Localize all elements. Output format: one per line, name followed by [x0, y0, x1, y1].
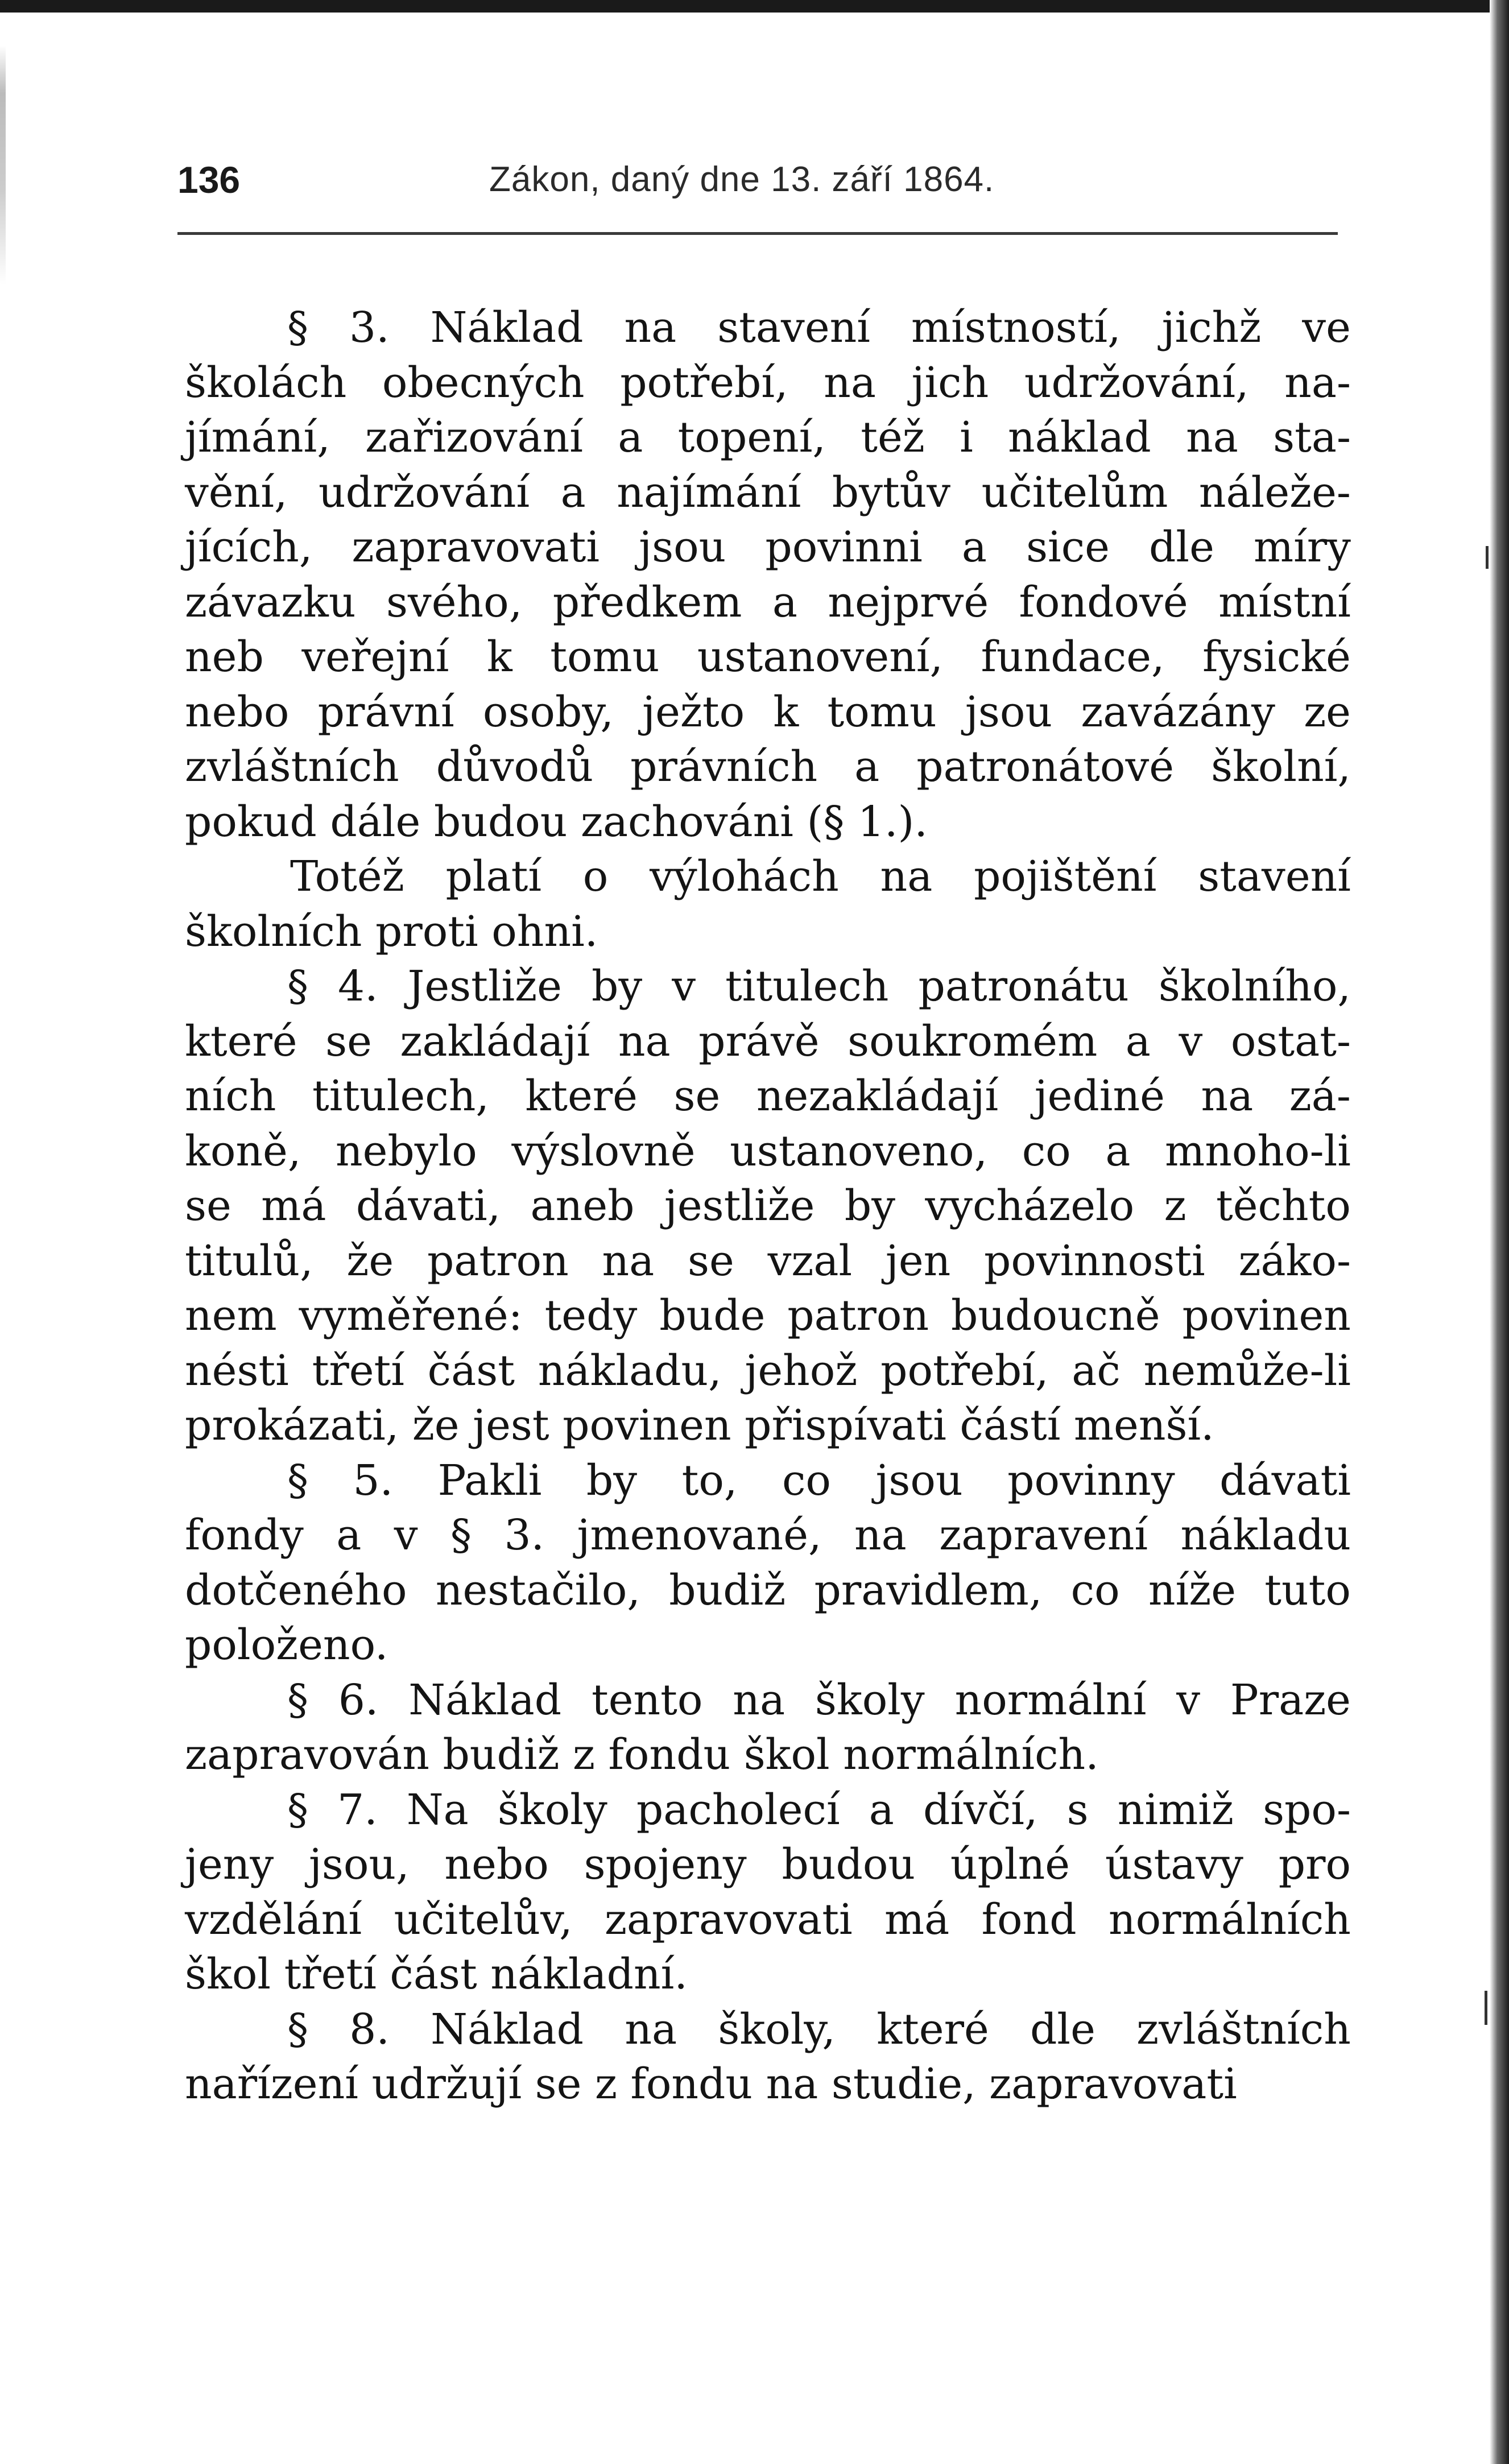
paragraph-p3b — [185, 849, 1351, 959]
margin-mark — [1486, 546, 1489, 569]
paragraph-p5 — [185, 1453, 1351, 1673]
text-line: nésti třetí část nákladu, jehož potřebí, ač nemůže-li — [185, 1346, 1351, 1395]
text-line: § 4. Jestliže by v titulech patronátu školního, — [287, 962, 1351, 1011]
text-line: jímání, zařizování a topení, též i náklad na sta- — [185, 413, 1351, 462]
text-line: Totéž platí o výlohách na pojištění stavení — [290, 852, 1351, 901]
text-line: ních titulech, které se nezakládají jediné na zá- — [185, 1072, 1351, 1121]
paragraph-p6 — [185, 1673, 1351, 1783]
scan-top-border — [0, 0, 1509, 13]
text-line: vzdělání učitelův, zapravovati má fond normálních — [185, 1895, 1351, 1944]
text-line: položeno. — [185, 1620, 388, 1669]
text-line: zapravován budiž z fondu škol normálních. — [185, 1730, 1099, 1779]
text-line: dotčeného nestačilo, budiž pravidlem, co níže tuto — [185, 1565, 1351, 1615]
text-line: koně, nebylo výslovně ustanoveno, co a mnoho-li — [185, 1126, 1351, 1176]
page-number: 136 — [177, 159, 241, 201]
margin-mark — [1485, 1991, 1487, 2025]
text-line: škol třetí část nákladní. — [185, 1950, 688, 1999]
header-rule — [177, 232, 1338, 235]
text-line: jeny jsou, nebo spojeny budou úplné ústavy pro — [185, 1840, 1351, 1889]
text-line: vění, udržování a najímání bytův učitelům náleže- — [185, 468, 1351, 517]
paragraph-p3 — [185, 300, 1351, 849]
paragraph-p8 — [185, 2002, 1351, 2112]
running-title: Zákon, daný dne 13. září 1864. — [489, 160, 995, 199]
text-line: zvláštních důvodů právních a patronátové školní, — [185, 742, 1351, 791]
page-header — [177, 158, 1338, 209]
text-line: § 5. Pakli by to, co jsou povinny dávati — [287, 1456, 1351, 1505]
text-line: nebo právní osoby, ježto k tomu jsou zavázány ze — [185, 687, 1351, 737]
text-line: titulů, že patron na se vzal jen povinnosti záko- — [185, 1236, 1351, 1285]
text-line: pokud dále budou zachováni (§ 1.). — [185, 797, 928, 846]
text-line: § 7. Na školy pacholecí a dívčí, s nimiž spo- — [287, 1785, 1351, 1834]
text-line: které se zakládají na právě soukromém a v ostat- — [185, 1016, 1351, 1066]
text-line: § 3. Náklad na stavení místností, jichž ve — [287, 303, 1351, 352]
text-line: školních proti ohni. — [185, 907, 598, 956]
paragraph-p7 — [185, 1783, 1351, 2002]
text-line: školách obecných potřebí, na jich udržování, na- — [185, 358, 1351, 407]
page-body — [185, 300, 1351, 2112]
text-line: jících, zapravovati jsou povinni a sice dle míry — [185, 523, 1351, 572]
text-line: neb veřejní k tomu ustanovení, fundace, fysické — [185, 632, 1351, 681]
text-line: prokázati, že jest povinen přispívati částí menší. — [185, 1401, 1214, 1450]
text-line: fondy a v § 3. jmenované, na zapravení nákladu — [185, 1511, 1351, 1560]
text-line: § 6. Náklad tento na školy normální v Praze — [287, 1675, 1351, 1725]
text-line: závazku svého, předkem a nejprvé fondové místní — [185, 577, 1351, 627]
text-line: nem vyměřené: tedy bude patron budoucně povinen — [185, 1291, 1351, 1340]
text-line: nařízení udržují se z fondu na studie, zapravovati — [185, 2060, 1237, 2109]
text-line: se má dávati, aneb jestliže by vycházelo z těchto — [185, 1181, 1351, 1230]
paragraph-p4 — [185, 959, 1351, 1453]
text-line: § 8. Náklad na školy, které dle zvláštních — [287, 2004, 1351, 2054]
scan-left-edge — [0, 46, 6, 284]
scan-right-edge — [1490, 0, 1509, 2464]
